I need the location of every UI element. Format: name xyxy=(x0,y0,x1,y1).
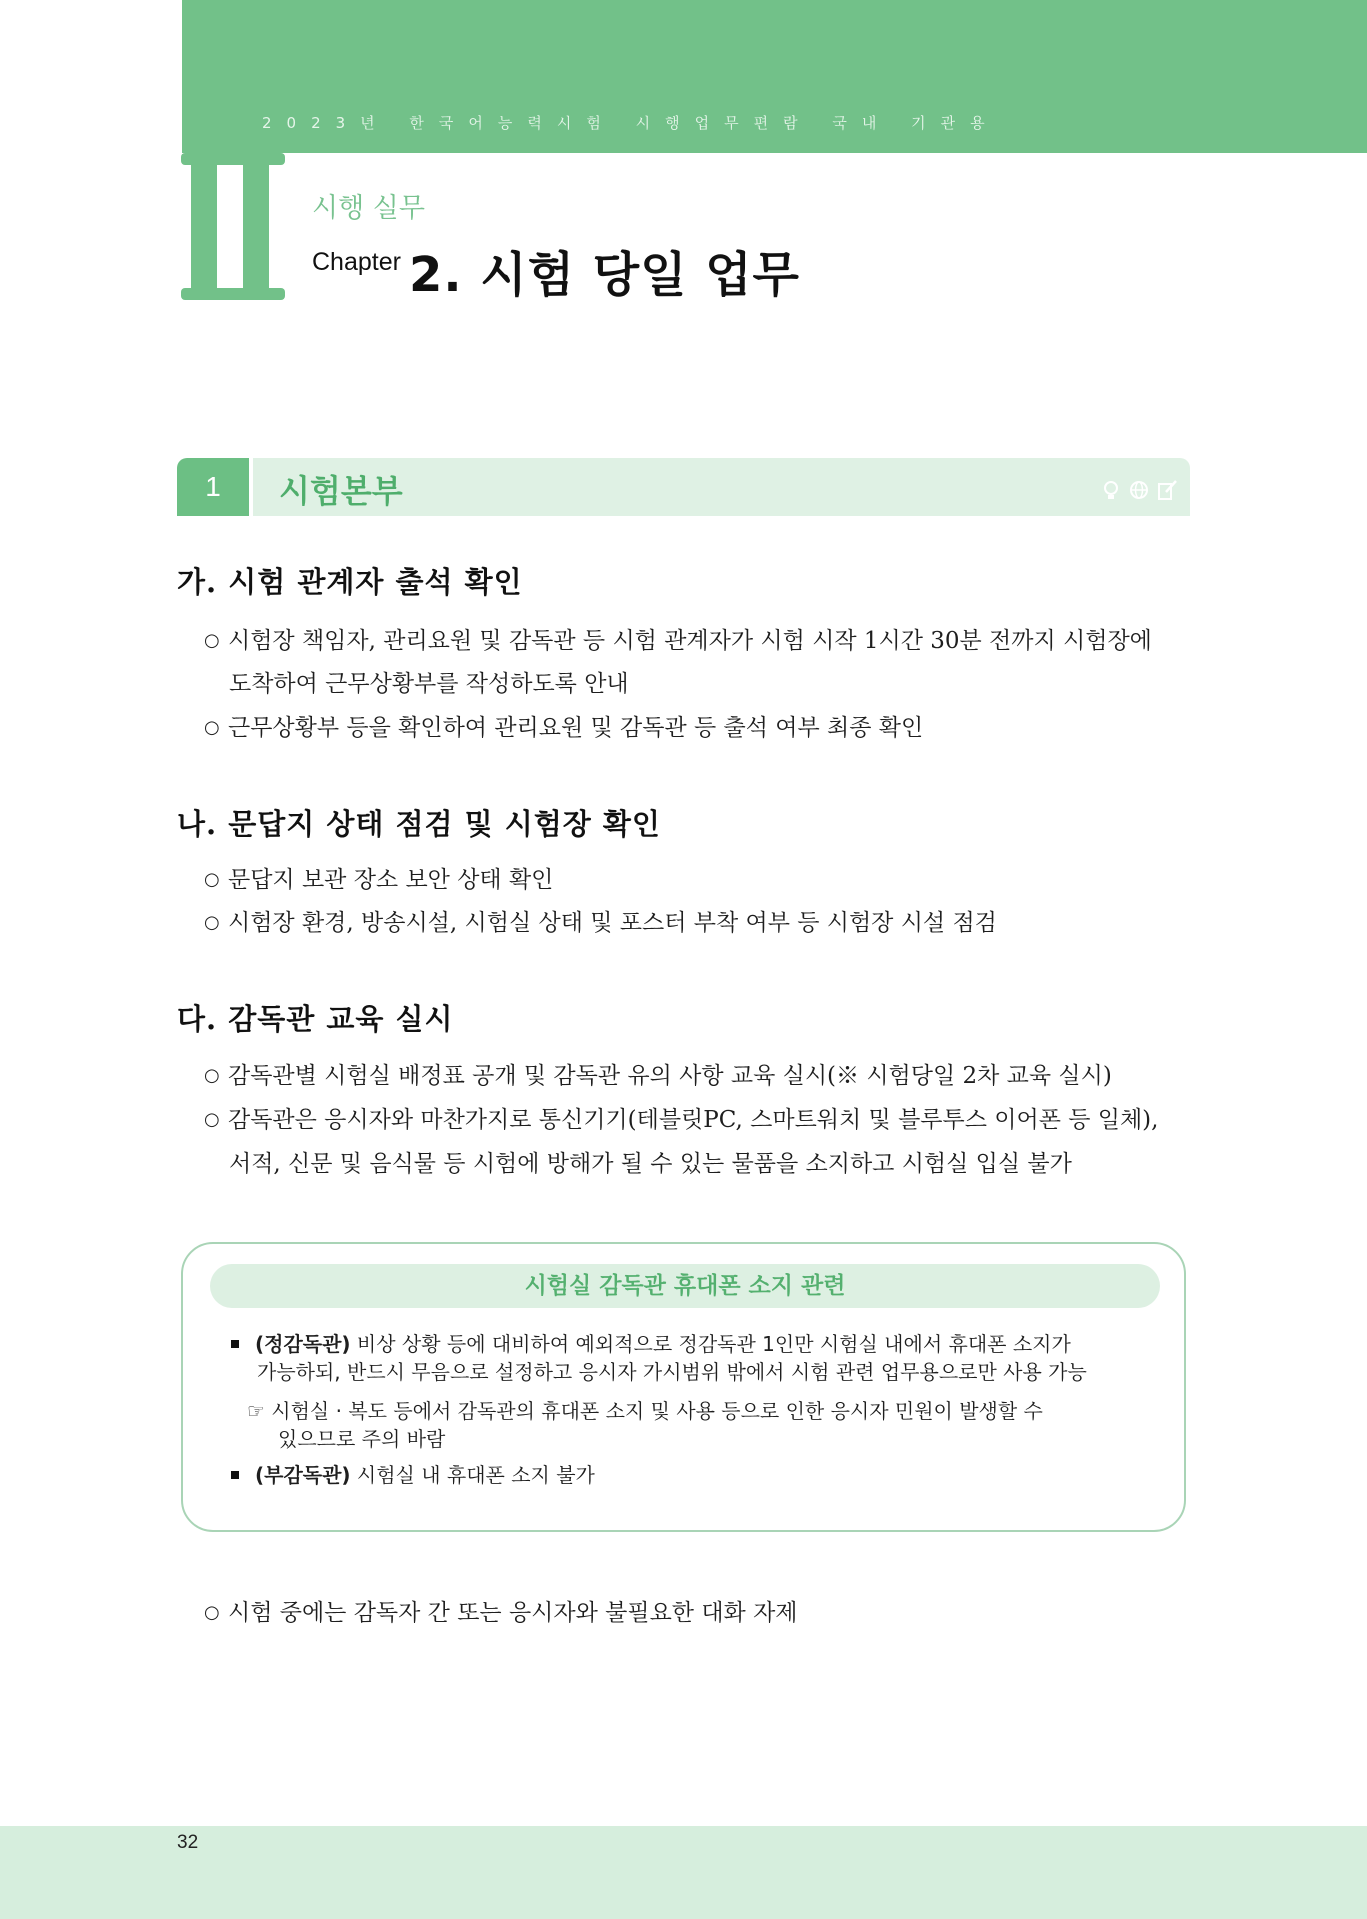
chapter-title: 2. 시험 당일 업무 xyxy=(408,247,800,303)
list-item xyxy=(204,706,1194,750)
notice-item-secondary xyxy=(231,1461,595,1489)
bullet-mark: ○ xyxy=(204,1065,220,1086)
subsection-heading-na: 나. 문답지 상태 점검 및 시험장 확인 xyxy=(177,807,661,841)
notice-item-continuation: 가능하되, 반드시 무음으로 설정하고 응시자 가시범위 밖에서 시험 관련 업무용으로만 사용 가능 xyxy=(257,1360,1087,1384)
footer-band xyxy=(0,1826,1367,1919)
list-item xyxy=(204,901,1194,945)
bullet-mark: ○ xyxy=(204,869,220,890)
notice-note-text: 시험실 · 복도 등에서 감독관의 휴대폰 소지 및 사용 등으로 인한 응시자 민원이 발생할 수 xyxy=(271,1399,1043,1423)
running-header: 2023년 한국어능력시험 시행업무편람 국내 기관용 xyxy=(262,114,1000,132)
list-item xyxy=(204,619,1194,663)
bullet-mark: ○ xyxy=(204,1109,220,1130)
bullet-text: 시험 중에는 감독자 간 또는 응시자와 불필요한 대화 자제 xyxy=(228,1600,798,1626)
lightbulb-icon xyxy=(1100,478,1122,502)
chapter-heading xyxy=(312,236,800,305)
bullet-mark: ○ xyxy=(204,717,220,738)
notice-item-text: 시험실 내 휴대폰 소지 불가 xyxy=(350,1463,595,1487)
bullet-mark: ○ xyxy=(204,630,220,651)
chapter-word: Chapter xyxy=(312,248,401,276)
bullet-text: 시험장 책임자, 관리요원 및 감독관 등 시험 관계자가 시험 시작 1시간 30분 전까지 시험장에 xyxy=(228,628,1152,654)
notice-item-text: 비상 상황 등에 대비하여 예외적으로 정감독관 1인만 시험실 내에서 휴대폰 소지가 xyxy=(350,1332,1071,1356)
bullet-continuation: 도착하여 근무상황부를 작성하도록 안내 xyxy=(229,671,629,697)
bullet-mark: ○ xyxy=(204,1602,220,1623)
bullet-continuation: 서적, 신문 및 음식물 등 시험에 방해가 될 수 있는 물품을 소지하고 시험실 입실 불가 xyxy=(229,1151,1072,1177)
list-item xyxy=(204,858,1194,902)
bullet-text: 감독관별 시험실 배정표 공개 및 감독관 유의 사항 교육 실시(※ 시험당일 2차 교육 실시) xyxy=(228,1063,1112,1089)
subsection-heading-ga: 가. 시험 관계자 출석 확인 xyxy=(177,565,523,599)
bullet-text: 문답지 보관 장소 보안 상태 확인 xyxy=(228,867,554,893)
roman-numeral-ii-icon xyxy=(181,153,285,300)
list-item xyxy=(204,1591,1194,1635)
section-number: 1 xyxy=(177,458,249,516)
square-bullet-icon xyxy=(231,1471,239,1479)
list-item xyxy=(204,1054,1194,1098)
notice-item-primary xyxy=(231,1330,1071,1358)
notice-note-continuation: 있으므로 주의 바람 xyxy=(278,1427,446,1451)
bullet-mark: ○ xyxy=(204,912,220,933)
part-label: 시행 실무 xyxy=(312,193,425,224)
notice-item-tag: (부감독관) xyxy=(255,1463,351,1487)
bullet-text: 근무상황부 등을 확인하여 관리요원 및 감독관 등 출석 여부 최종 확인 xyxy=(228,715,924,741)
section-bar xyxy=(177,458,1190,516)
square-bullet-icon xyxy=(231,1340,239,1348)
pointing-hand-icon: ☞ xyxy=(247,1399,265,1423)
section-title: 시험본부 xyxy=(279,472,403,510)
notice-note xyxy=(247,1397,1043,1425)
bullet-text: 감독관은 응시자와 마찬가지로 통신기기(테블릿PC, 스마트워치 및 블루투스 이어폰 등 일체), xyxy=(228,1107,1159,1133)
subsection-heading-da: 다. 감독관 교육 실시 xyxy=(177,1002,454,1036)
globe-icon xyxy=(1128,478,1150,502)
page-number: 32 xyxy=(177,1832,199,1853)
bullet-text: 시험장 환경, 방송시설, 시험실 상태 및 포스터 부착 여부 등 시험장 시설 점검 xyxy=(228,910,997,936)
notice-title: 시험실 감독관 휴대폰 소지 관련 xyxy=(210,1264,1160,1308)
list-item xyxy=(204,1098,1194,1142)
section-icons xyxy=(1100,478,1178,502)
notice-item-tag: (정감독관) xyxy=(255,1332,351,1356)
notice-box xyxy=(181,1242,1186,1532)
document-pencil-icon xyxy=(1156,478,1178,502)
